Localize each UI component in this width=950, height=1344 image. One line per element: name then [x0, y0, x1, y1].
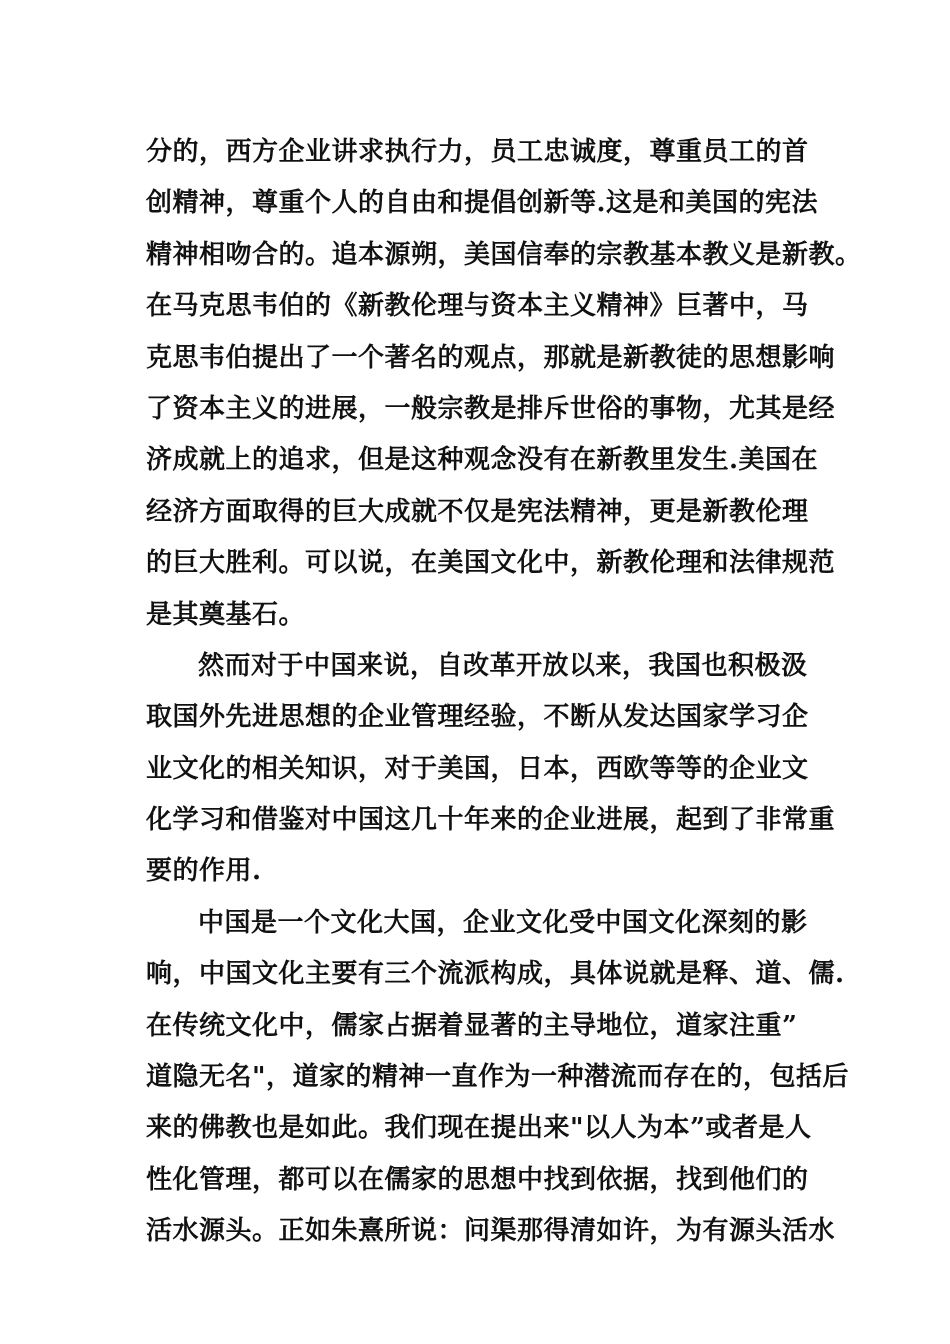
body-text [146, 127, 862, 1258]
text-line: 了资本主义的进展，一般宗教是排斥世俗的事物，尤其是经 [146, 393, 836, 424]
text-line: 分的，西方企业讲求执行力，员工忠诚度，尊重员工的首 [146, 137, 809, 167]
text-line: 济成就上的追求，但是这种观念没有在新教里发生.美国在 [146, 445, 819, 476]
text-line: 在传统文化中，儒家占据着显著的主导地位，道家注重” [146, 1010, 798, 1041]
text-line: 性化管理，都可以在儒家的思想中找到依据，找到他们的 [146, 1164, 809, 1195]
text-line: 活水源头。正如朱熹所说：问渠那得清如许，为有源头活水 [146, 1216, 836, 1247]
paragraph-first-line: 中国是一个文化大国，企业文化受中国文化深刻的影 [198, 907, 808, 938]
text-line: 取国外先进思想的企业管理经验，不断从发达国家学习企 [146, 702, 809, 733]
text-line: 的巨大胜利。可以说，在美国文化中，新教伦理和法律规范 [146, 548, 836, 579]
text-line: 响，中国文化主要有三个流派构成，具体说就是释、道、儒. [146, 959, 845, 990]
text-line: 来的佛教也是如此。我们现在提出来"以人为本”或者是人 [146, 1113, 812, 1144]
paragraph-first-line: 然而对于中国来说，自改革开放以来，我国也积极汲 [198, 650, 808, 681]
text-line: 精神相吻合的。追本源朔，美国信奉的宗教基本教义是新教。 [146, 239, 862, 270]
text-line: 克思韦伯提出了一个著名的观点，那就是新教徒的思想影响 [146, 342, 836, 373]
text-line: 是其奠基石。 [146, 599, 306, 630]
text-line: 在马克思韦伯的《新教伦理与资本主义精神》巨著中，马 [146, 291, 809, 322]
text-line: 创精神，尊重个人的自由和提倡创新等.这是和美国的宪法 [146, 188, 819, 219]
text-line: 业文化的相关知识，对于美国，日本，西欧等等的企业文 [146, 753, 809, 784]
text-line: 要的作用. [146, 856, 262, 887]
text-line: 经济方面取得的巨大成就不仅是宪法精神，更是新教伦理 [146, 496, 809, 527]
text-line: 道隐无名"，道家的精神一直作为一种潜流而存在的，包括后 [146, 1062, 850, 1093]
text-line: 化学习和借鉴对中国这几十年来的企业进展，起到了非常重 [146, 805, 836, 836]
